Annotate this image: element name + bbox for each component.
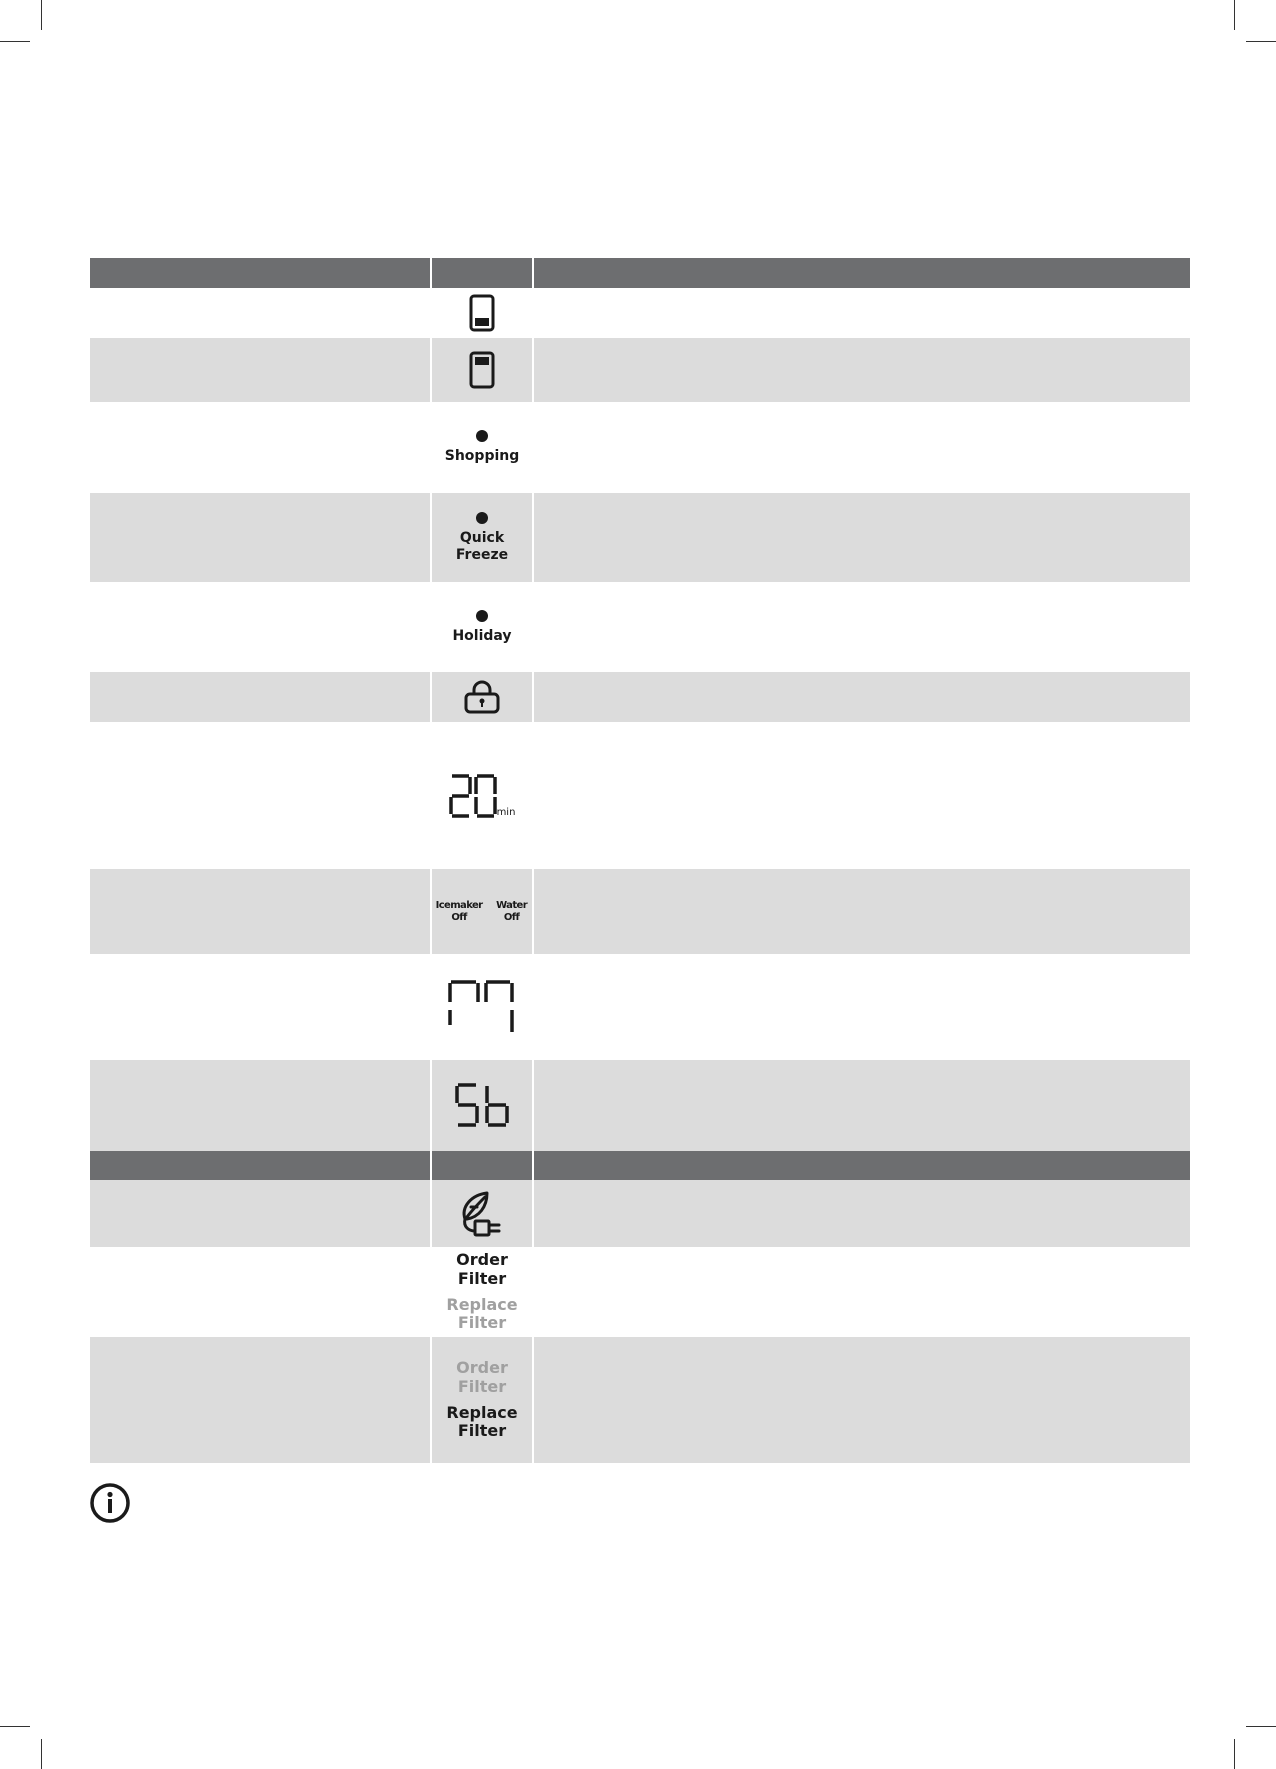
table-row [90, 288, 1190, 338]
function-cell [90, 672, 430, 722]
table-row [90, 672, 1190, 722]
order-filter-label: Order Filter [456, 1250, 508, 1288]
description-cell [534, 1337, 1190, 1463]
crop-mark [0, 1726, 30, 1727]
crop-mark [1234, 1739, 1235, 1769]
description-cell [534, 402, 1190, 493]
symbol-cell [432, 722, 532, 869]
description-cell [534, 869, 1190, 954]
sabbath-display-icon [454, 1083, 510, 1129]
function-cell [90, 954, 430, 1060]
table-header-row [90, 258, 1190, 288]
function-cell [90, 582, 430, 672]
indicator-dot [476, 512, 488, 524]
description-cell [534, 722, 1190, 869]
timer-digits-icon [449, 774, 497, 818]
symbol-cell [432, 672, 532, 722]
header-cell [534, 258, 1190, 288]
description-cell [534, 338, 1190, 402]
header-cell [432, 258, 532, 288]
order-filter-label: Order Filter [456, 1358, 508, 1396]
table-row [90, 1247, 1190, 1337]
table-row [90, 493, 1190, 582]
function-cell [90, 1060, 430, 1151]
icemaker-off-label: Icemaker Off [435, 900, 483, 923]
description-cell [534, 954, 1190, 1060]
crop-mark [0, 41, 30, 42]
table-row [90, 1060, 1190, 1151]
timer-unit: min [496, 806, 516, 818]
function-cell [90, 1337, 430, 1463]
header-cell [432, 1151, 532, 1180]
header-cell [534, 1151, 1190, 1180]
crop-mark [1246, 1726, 1276, 1727]
function-cell [90, 722, 430, 869]
function-cell [90, 402, 430, 493]
function-cell [90, 1247, 430, 1337]
symbol-cell [432, 869, 532, 954]
segment-display-icon [448, 980, 516, 1034]
function-cell [90, 288, 430, 338]
crop-mark [1246, 41, 1276, 42]
table-row [90, 338, 1190, 402]
symbol-cell [432, 1180, 532, 1247]
header-cell [90, 258, 430, 288]
description-cell [534, 1247, 1190, 1337]
symbol-cell [432, 1247, 532, 1337]
indicator-dot [476, 610, 488, 622]
water-off-label: Water Off [496, 900, 528, 923]
description-cell [534, 1180, 1190, 1247]
symbols-table [90, 258, 1190, 1463]
quick-label: Quick [459, 530, 505, 547]
replace-filter-label: Replace Filter [446, 1403, 518, 1441]
table-row [90, 582, 1190, 672]
symbol-cell [432, 288, 532, 338]
function-cell [90, 338, 430, 402]
holiday-label: Holiday [452, 627, 512, 644]
table-row [90, 954, 1190, 1060]
table-row [90, 1180, 1190, 1247]
crop-mark [41, 1739, 42, 1769]
description-cell [534, 582, 1190, 672]
description-cell [534, 672, 1190, 722]
header-cell [90, 1151, 430, 1180]
indicator-dot [476, 430, 488, 442]
shopping-label: Shopping [444, 448, 520, 465]
symbol-cell [432, 1337, 532, 1463]
symbol-cell [432, 954, 532, 1060]
description-cell [534, 288, 1190, 338]
info-icon [89, 1482, 131, 1524]
table-row [90, 1337, 1190, 1463]
function-cell [90, 493, 430, 582]
replace-filter-label: Replace Filter [446, 1295, 518, 1333]
crop-mark [41, 0, 42, 30]
padlock-icon [463, 680, 501, 714]
symbol-cell [432, 582, 532, 672]
table-row [90, 402, 1190, 493]
crop-mark [1234, 0, 1235, 30]
table-header-row [90, 1151, 1190, 1180]
symbol-cell [432, 493, 532, 582]
function-cell [90, 869, 430, 954]
table-row [90, 722, 1190, 869]
symbol-cell [432, 338, 532, 402]
fridge-door-top-icon [469, 351, 495, 389]
freeze-label: Freeze [455, 546, 509, 563]
description-cell [534, 493, 1190, 582]
eco-leaf-plug-icon [457, 1189, 507, 1239]
description-cell [534, 1060, 1190, 1151]
symbol-cell [432, 1060, 532, 1151]
table-row [90, 869, 1190, 954]
symbol-cell [432, 402, 532, 493]
fridge-door-bottom-icon [469, 294, 495, 332]
function-cell [90, 1180, 430, 1247]
